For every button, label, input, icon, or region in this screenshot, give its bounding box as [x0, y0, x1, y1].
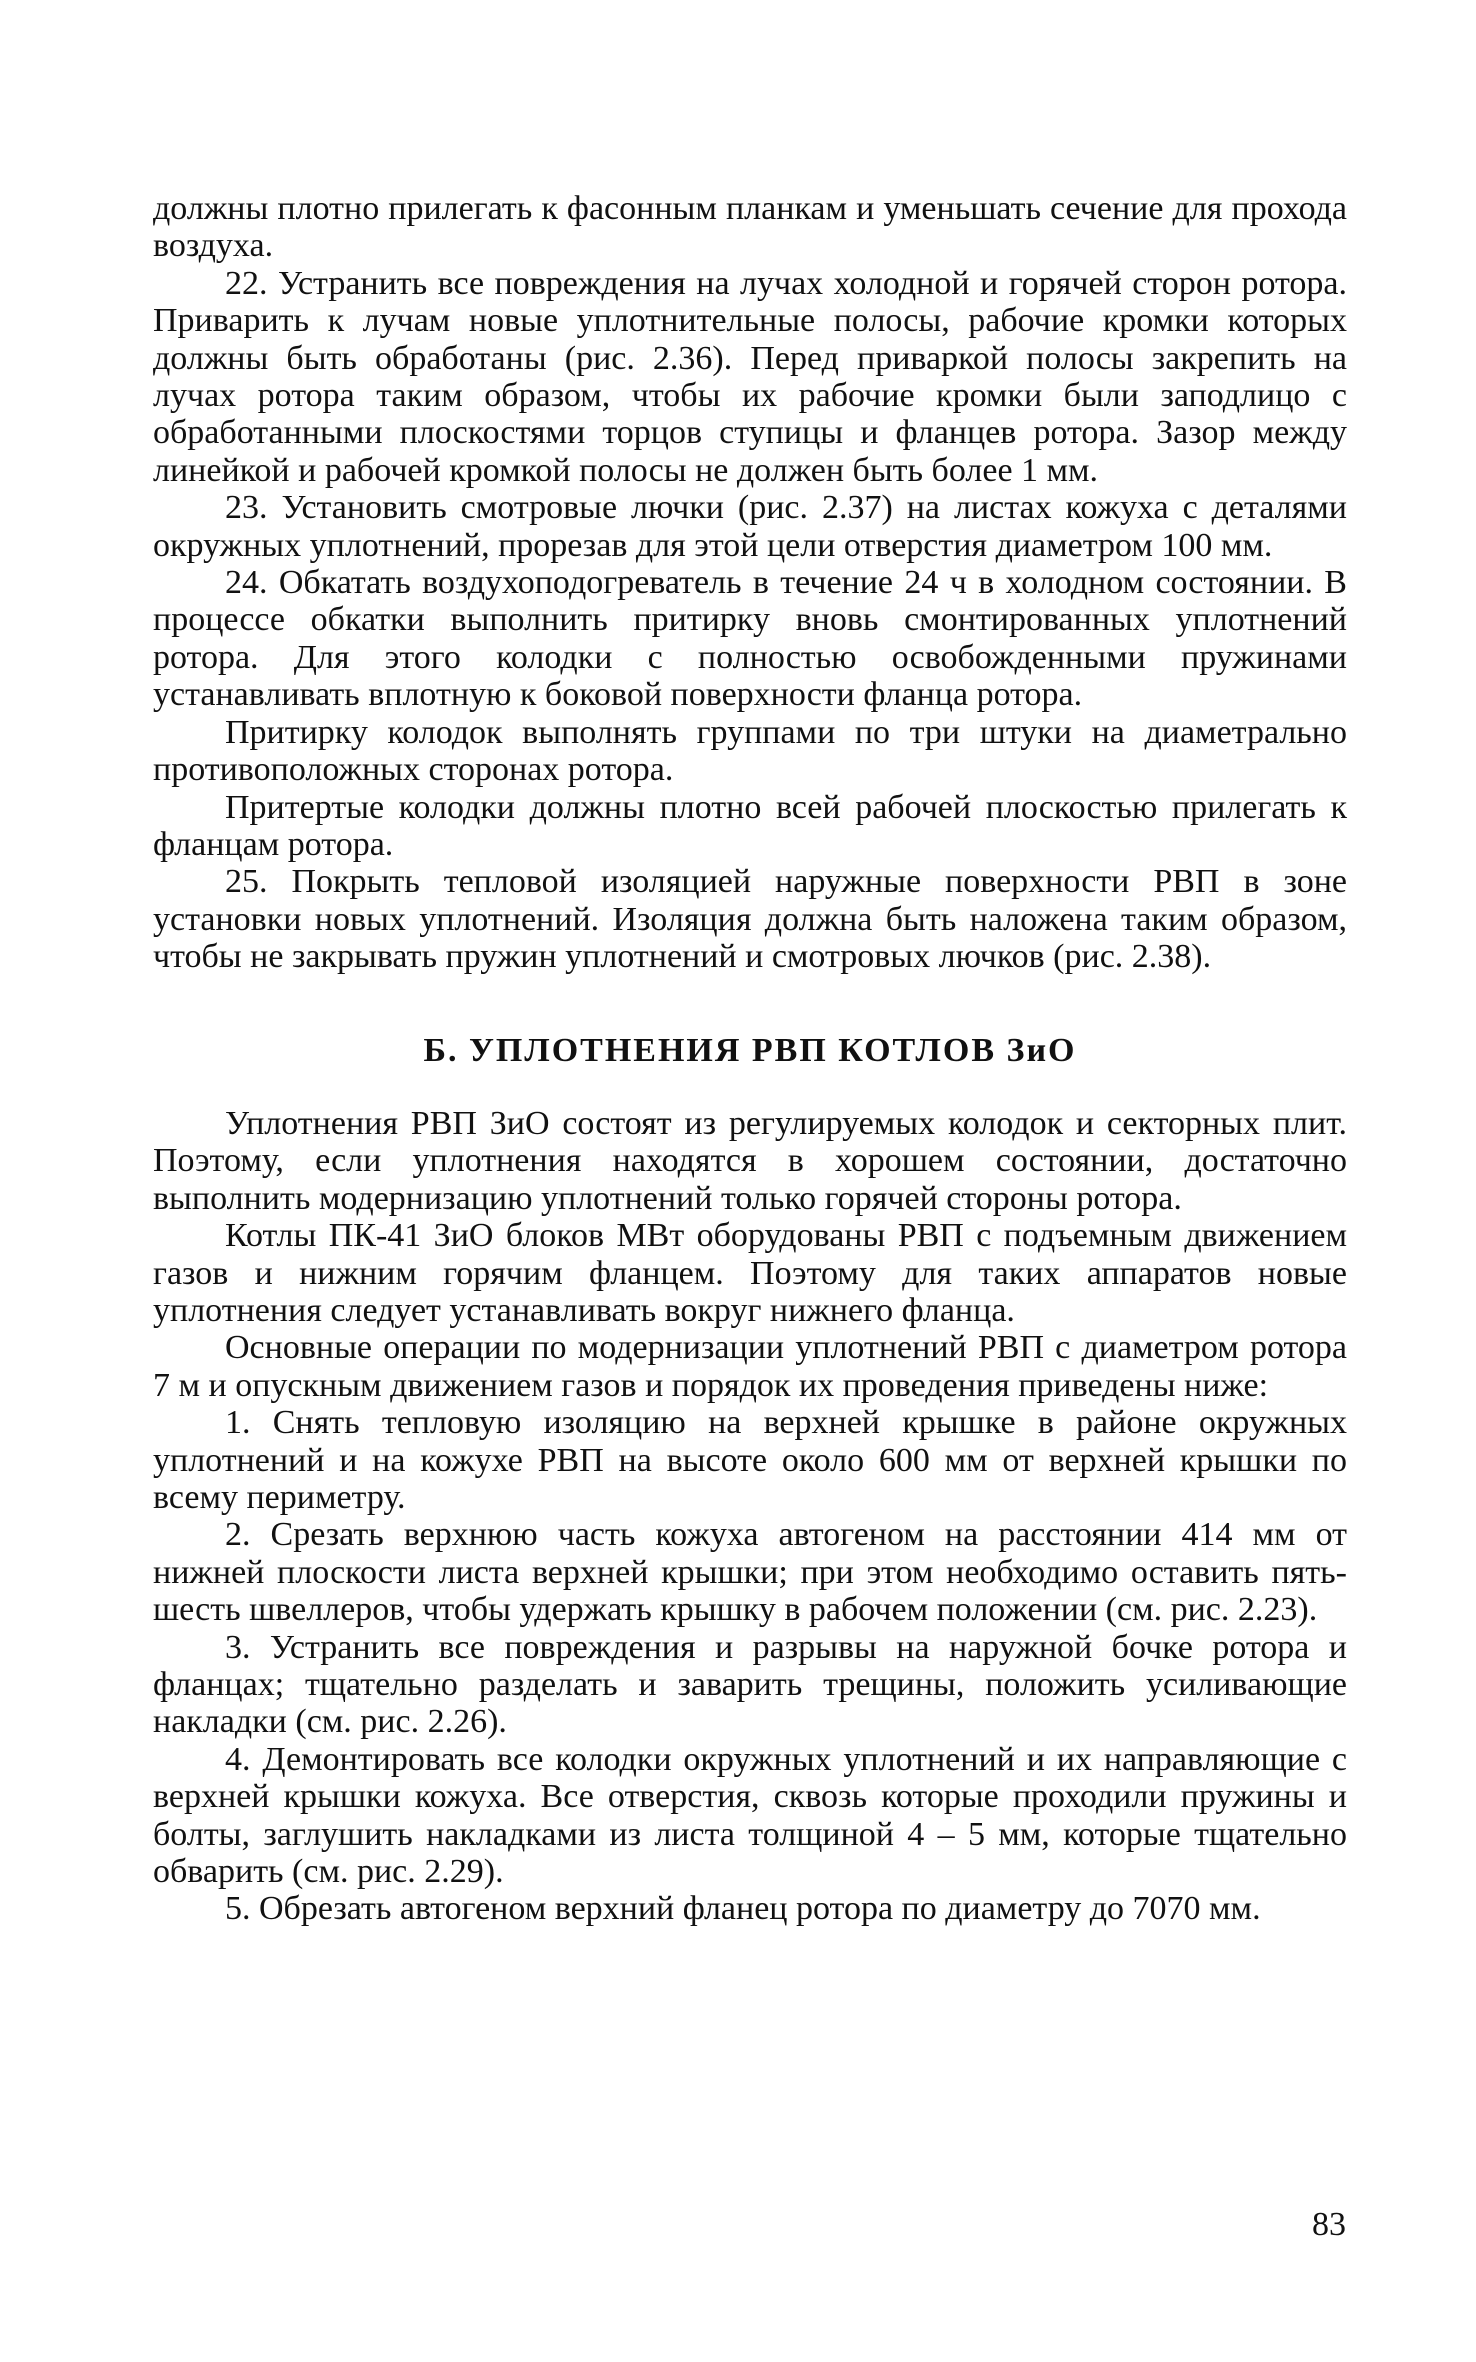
paragraph-step-2: 2. Срезать верхнюю часть кожуха автогеном на расстоянии 414 мм от нижней плоскости листа верхней крышки; при этом необходимо оставить пять-шесть швеллеров, чтобы удержать крышку в рабочем положении (см. рис. 2.23). [153, 1516, 1347, 1629]
paragraph-step-4: 4. Демонтировать все колодки окружных уплотнений и их направляющие с верхней крышки кожуха. Все отверстия, сквозь которые проходили пружины и болты, заглушить накладками из листа толщиной 4 – 5 мм, которые тщательно обварить (см. рис. 2.29). [153, 1740, 1347, 1891]
paragraph-boilers-pk41: Котлы ПК-41 ЗиО блоков МВт оборудованы РВП с подъемным движением газов и нижним горячим фланцем. Поэтому для таких аппаратов новые уплотнения следует устанавливать вокруг нижнего фланца. [153, 1217, 1347, 1329]
page-number: 83 [1312, 2206, 1346, 2243]
paragraph-lapped-pads: Притертые колодки должны плотно всей рабочей плоскостью прилегать к фланцам ротора. [153, 788, 1347, 863]
section-heading: Б. УПЛОТНЕНИЯ РВП КОТЛОВ ЗиО [423, 1031, 1077, 1069]
spacer [153, 976, 1347, 1032]
paragraph-main-operations: Основные операции по модернизации уплотнений РВП с диаметром ротора 7 м и опускным движением газов и порядок их проведения приведены ниже: [153, 1329, 1347, 1404]
paragraph-step-1: 1. Снять тепловую изоляцию на верхней крышке в районе окружных уплотнений и на кожухе РВП на высоте около 600 мм от верхней крышки по всему периметру. [153, 1404, 1347, 1516]
paragraph-item-24: 24. Обкатать воздухоподогреватель в течение 24 ч в холодном состоянии. В процессе обкатки выполнить притирку вновь смонтированных уплотнений ротора. Для этого колодки с полностью освобожденными пружинами устанавливать вплотную к боковой поверхности фланца ротора. [153, 564, 1347, 714]
spacer [153, 1069, 1347, 1105]
page-body [153, 190, 1347, 1928]
paragraph-item-22: 22. Устранить все повреждения на лучах холодной и горячей сторон ротора. Приварить к лучам новые уплотнительные полосы, рабочие кромки которых должны быть обработаны (рис. 2.36). Перед приваркой полосы закрепить на лучах ротора таким образом, чтобы их рабочие кромки были заподлицо с обработанными плоскостями торцов ступицы и фланцев ротора. Зазор между линейкой и рабочей кромкой полосы не должен быть более 1 мм. [153, 264, 1347, 489]
paragraph-step-5: 5. Обрезать автогеном верхний фланец ротора по диаметру до 7070 мм. [225, 1890, 1261, 1928]
paragraph-lapping-groups: Притирку колодок выполнять группами по три штуки на диаметрально противоположных сторонах ротора. [153, 713, 1347, 789]
paragraph-continuation: должны плотно прилегать к фасонным планкам и уменьшать сечение для прохода воздуха. [153, 190, 1347, 265]
paragraph-zio-seals: Уплотнения РВП ЗиО состоят из регулируемых колодок и секторных плит. Поэтому, если уплотнения находятся в хорошем состоянии, достаточно выполнить модернизацию уплотнений только горячей стороны ротора. [153, 1104, 1347, 1217]
paragraph-step-3: 3. Устранить все повреждения и разрывы на наружной бочке ротора и фланцах; тщательно разделать и заварить трещины, положить усиливающие накладки (см. рис. 2.26). [153, 1628, 1347, 1741]
paragraph-item-23: 23. Установить смотровые лючки (рис. 2.37) на листах кожуха с деталями окружных уплотнений, прорезав для этой цели отверстия диаметром 100 мм. [153, 489, 1347, 564]
paragraph-item-25: 25. Покрыть тепловой изоляцией наружные поверхности РВП в зоне установки новых уплотнений. Изоляция должна быть наложена таким образом, чтобы не закрывать пружин уплотнений и смотровых лючков (рис. 2.38). [153, 863, 1347, 976]
